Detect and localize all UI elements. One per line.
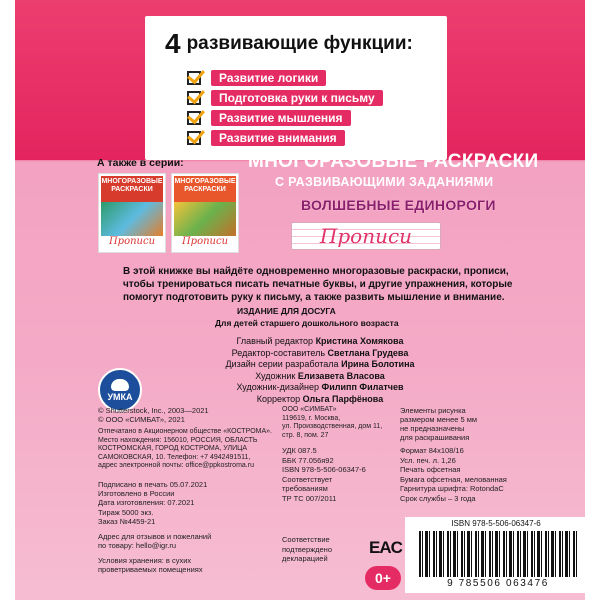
- classification-line: требованиям: [282, 484, 328, 494]
- conformity-line: подтверждено: [282, 544, 332, 554]
- functions-heading: [165, 28, 413, 60]
- print-line: Тираж 5000 экз.: [98, 507, 154, 517]
- format-info: [400, 446, 507, 504]
- format-line: Формат 84х108/16: [400, 446, 464, 455]
- publisher-address: [282, 406, 382, 440]
- function-item: [187, 128, 383, 147]
- print-line: Изготовлено в России: [98, 489, 175, 499]
- book-description: В этой книжке вы найдёте одновременно многоразовые раскраски, прописи, чтобы тренироваться писать печатные буквы, и другие упражнения, которые помогут подготовить руку к письму, а также развить мышление и внимание.: [123, 266, 513, 303]
- function-label: Развитие внимания: [211, 130, 345, 146]
- note-line: Элементы рисунка: [400, 406, 466, 415]
- functions-count: 4: [165, 28, 181, 59]
- thumbnail-title: МНОГОРАЗОВЫЕ РАСКРАСКИ: [174, 176, 236, 202]
- print-line: Подписано в печать 05.07.2021: [98, 480, 208, 489]
- classification-info: [282, 446, 366, 504]
- credit-row: [155, 359, 485, 371]
- storage-line: Условия хранения: в сухих: [98, 556, 192, 565]
- print-line: Дата изготовления: 07.2021: [98, 498, 195, 508]
- address-line: ул. Производственная, дом 11,: [282, 423, 383, 431]
- series-book-thumbnail: [98, 173, 166, 253]
- credit-row: [155, 336, 485, 348]
- conformity-note: [282, 535, 332, 564]
- propisi-label: Прописи: [319, 224, 413, 248]
- checkmark-icon: [187, 111, 201, 125]
- series-title: МНОГОРАЗОВЫЕ РАСКРАСКИ: [248, 151, 539, 172]
- classification-line: УДК 087.5: [282, 446, 317, 455]
- format-line: Гарнитура шрифта: RotondaC: [400, 484, 504, 494]
- age-rating-badge: 0+: [365, 566, 401, 590]
- credit-role: Главный редактор: [236, 336, 314, 346]
- function-item: [187, 68, 383, 87]
- printer-line: КОСТРОМСКАЯ, ГОРОД КОСТРОМА, УЛИЦА: [98, 445, 247, 453]
- credit-row: [155, 382, 485, 394]
- eac-mark: EAC: [369, 538, 402, 557]
- logo-text: УМКА: [107, 391, 133, 402]
- barcode-isbn: ISBN 978-5-506-06347-6: [451, 519, 541, 528]
- function-item: [187, 88, 383, 107]
- format-line: Усл. печ. л. 1,26: [400, 455, 456, 465]
- copyright-block: [98, 406, 209, 424]
- edition-label: ИЗДАНИЕ ДЛЯ ДОСУГА: [237, 306, 336, 316]
- credit-role: Дизайн серии разработала: [225, 359, 339, 369]
- propisi-banner: [291, 222, 441, 250]
- function-label: Развитие мышления: [211, 110, 351, 126]
- thumbnail-subtitle: Прописи: [101, 236, 163, 250]
- print-details: [98, 480, 207, 526]
- barcode-panel: [405, 517, 585, 593]
- format-line: Печать офсетная: [400, 465, 461, 475]
- printer-info: [98, 428, 273, 471]
- checkmark-icon: [187, 131, 201, 145]
- functions-list: [187, 68, 383, 148]
- printer-line: адрес электронной почты: office@ppkostroma.ru: [98, 462, 254, 470]
- storage-line: проветриваемых помещениях: [98, 565, 203, 574]
- credit-name: Ирина Болотина: [341, 359, 415, 369]
- storage-conditions: [98, 556, 203, 574]
- address-line: стр. 8, пом. 27: [282, 431, 329, 439]
- credit-row: [155, 371, 485, 383]
- thumbnail-subtitle: Прописи: [174, 236, 236, 250]
- credit-row: [155, 394, 485, 406]
- function-label: Развитие логики: [211, 70, 326, 86]
- bear-icon: [111, 379, 129, 391]
- copyright-line: © ООО «СИМБАТ», 2021: [98, 415, 185, 424]
- note-line: для раскрашивания: [400, 433, 470, 442]
- function-item: [187, 108, 383, 127]
- feedback-info: [98, 532, 211, 550]
- barcode-icon: [419, 531, 577, 577]
- barcode-digits: 9 785506 063476: [447, 578, 549, 589]
- thumbnail-title: МНОГОРАЗОВЫЕ РАСКРАСКИ: [101, 176, 163, 202]
- checkmark-icon: [187, 91, 201, 105]
- credit-row: [155, 348, 485, 360]
- credit-role: Художник: [255, 370, 296, 381]
- classification-line: Соответствует: [282, 474, 333, 484]
- classification-line: ISBN 978-5-506-06347-6: [282, 465, 366, 475]
- note-line: не предназначены: [400, 424, 465, 433]
- credit-name: Елизавета Власова: [297, 370, 385, 381]
- credit-name: Кристина Хомякова: [315, 336, 404, 346]
- address-line: 119619, г. Москва,: [282, 414, 341, 422]
- credit-name: Филипп Филатчев: [321, 382, 404, 392]
- feedback-line: по товару: hello@igr.ru: [98, 541, 177, 550]
- format-line: Срок службы – 3 года: [400, 493, 476, 503]
- classification-line: ББК 77.056я92: [282, 455, 334, 465]
- print-line: Заказ №4459-21: [98, 516, 156, 526]
- series-subtitle: С РАЗВИВАЮЩИМИ ЗАДАНИЯМИ: [275, 175, 494, 189]
- printer-line: Отпечатано в Акционерном обществе «КОСТРОМА».: [98, 428, 272, 435]
- book-back-cover: [15, 0, 585, 600]
- functions-heading-text: развивающие функции:: [186, 33, 413, 54]
- credit-role: Редактор-составитель: [231, 347, 326, 358]
- audience-label: Для детей старшего дошкольного возраста: [215, 318, 399, 328]
- printer-line: САМОКОВСКАЯ, 10. Телефон: +7 4942491511,: [98, 453, 251, 461]
- series-book-thumbnail: [171, 173, 239, 253]
- credit-name: Светлана Грудева: [327, 347, 409, 358]
- copyright-line: © Shutterstock, Inc., 2003—2021: [98, 406, 209, 415]
- book-title: ВОЛШЕБНЫЕ ЕДИНОРОГИ: [301, 197, 496, 213]
- printer-line: Место нахождения: 156010, РОССИЯ, ОБЛАСТЬ: [98, 436, 258, 444]
- credit-role: Корректор: [256, 393, 301, 404]
- feedback-line: Адрес для отзывов и пожеланий: [98, 532, 212, 541]
- classification-line: ТР ТС 007/2011: [282, 493, 337, 503]
- conformity-line: декларацией: [282, 554, 328, 564]
- thumbnail-illustration: [174, 202, 236, 236]
- credit-name: Ольга Парфёнова: [302, 393, 384, 404]
- elements-note: [400, 406, 477, 442]
- thumbnail-illustration: [101, 202, 163, 236]
- credit-role: Художник-дизайнер: [236, 382, 320, 392]
- checkmark-icon: [187, 71, 201, 85]
- format-line: Бумага офсетная, мелованная: [400, 474, 507, 484]
- series-label: А также в серии:: [97, 157, 184, 169]
- note-line: размером менее 5 мм: [400, 415, 478, 424]
- conformity-line: Соответствие: [282, 535, 330, 544]
- credits-list: [155, 336, 485, 405]
- address-line: ООО «СИМБАТ»: [282, 406, 337, 413]
- function-label: Подготовка руки к письму: [211, 90, 383, 106]
